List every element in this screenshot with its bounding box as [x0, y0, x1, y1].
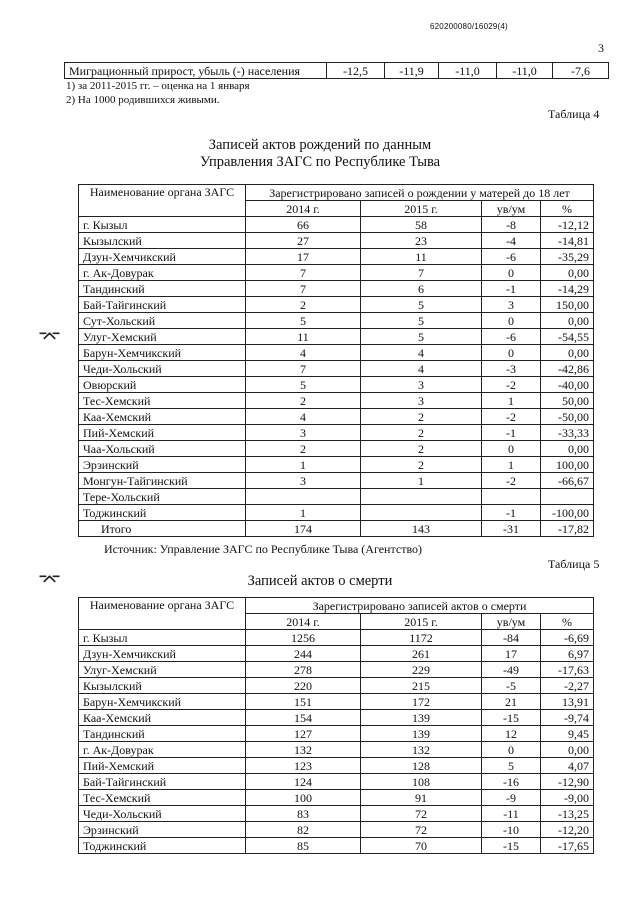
row-label: Каа-Хемский — [79, 409, 246, 425]
cell — [246, 489, 361, 505]
cell: 7 — [246, 281, 361, 297]
table-total-row — [79, 521, 594, 537]
cell: 261 — [361, 646, 482, 662]
row-label: Улуг-Хемский — [79, 329, 246, 345]
cell: 7 — [246, 361, 361, 377]
cell: -9 — [482, 790, 541, 806]
table-row — [79, 409, 594, 425]
row-label: Тоджинский — [79, 838, 246, 854]
cell: -10 — [482, 822, 541, 838]
cell: 17 — [246, 249, 361, 265]
cell: 127 — [246, 726, 361, 742]
cell: 5 — [482, 758, 541, 774]
cell: -15 — [482, 838, 541, 854]
cell: -12,90 — [541, 774, 594, 790]
cell: -1 — [482, 281, 541, 297]
cell: 278 — [246, 662, 361, 678]
cell: 1172 — [361, 630, 482, 646]
cell: -12,5 — [327, 63, 385, 79]
table-row — [79, 726, 594, 742]
cell: -14,29 — [541, 281, 594, 297]
row-label: Эрзинский — [79, 822, 246, 838]
table-row — [79, 265, 594, 281]
cell: 0 — [482, 265, 541, 281]
table-row — [79, 441, 594, 457]
cell: 4 — [246, 345, 361, 361]
header-2014: 2014 г. — [246, 614, 361, 630]
row-label: Кызылский — [79, 233, 246, 249]
cell — [361, 489, 482, 505]
table-row — [79, 345, 594, 361]
header-name: Наименование органа ЗАГС — [79, 598, 246, 630]
births-table — [78, 184, 594, 537]
cell: -84 — [482, 630, 541, 646]
table-row — [79, 313, 594, 329]
cell: 0 — [482, 313, 541, 329]
cell: 83 — [246, 806, 361, 822]
cell: 1256 — [246, 630, 361, 646]
table-label: Таблица 4 — [548, 107, 600, 121]
row-label: Чеди-Хольский — [79, 806, 246, 822]
total-cell: 174 — [246, 521, 361, 537]
table-row — [79, 377, 594, 393]
cell: -11,0 — [497, 63, 553, 79]
cell: -2 — [482, 377, 541, 393]
table-row — [79, 329, 594, 345]
table-row — [79, 774, 594, 790]
row-label: Чеди-Хольский — [79, 361, 246, 377]
row-label: Кызылский — [79, 678, 246, 694]
cell: 100 — [246, 790, 361, 806]
row-label: Монгун-Тайгинский — [79, 473, 246, 489]
table-row — [79, 489, 594, 505]
cell: 0,00 — [541, 313, 594, 329]
table-row — [79, 822, 594, 838]
cell: 0,00 — [541, 441, 594, 457]
cell: -11 — [482, 806, 541, 822]
table-row — [79, 742, 594, 758]
cell: 23 — [361, 233, 482, 249]
row-label: г. Ак-Довурак — [79, 265, 246, 281]
table-row — [79, 505, 594, 521]
table-title: Записей актов рождений по данным — [208, 137, 432, 153]
cell: 7 — [361, 265, 482, 281]
table-row — [79, 806, 594, 822]
cell: 0 — [482, 441, 541, 457]
header-2015: 2015 г. — [361, 201, 482, 217]
cell: -40,00 — [541, 377, 594, 393]
cell: 9,45 — [541, 726, 594, 742]
table-row — [79, 233, 594, 249]
total-cell: 143 — [361, 521, 482, 537]
cell: 70 — [361, 838, 482, 854]
table-row — [79, 361, 594, 377]
margin-mark: ⌤ — [38, 327, 62, 349]
table-row — [79, 217, 594, 233]
cell: 11 — [361, 249, 482, 265]
cell: -6 — [482, 329, 541, 345]
header-2014: 2014 г. — [246, 201, 361, 217]
cell: -8 — [482, 217, 541, 233]
cell: 4,07 — [541, 758, 594, 774]
row-label: Чаа-Хольский — [79, 441, 246, 457]
cell — [361, 505, 482, 521]
cell: 82 — [246, 822, 361, 838]
header-group: Зарегистрировано записей актов о смерти — [246, 598, 594, 614]
cell: 0,00 — [541, 265, 594, 281]
row-label: Бай-Тайгинский — [79, 774, 246, 790]
cell: 4 — [246, 409, 361, 425]
cell: -4 — [482, 233, 541, 249]
cell: -5 — [482, 678, 541, 694]
row-label: Пий-Хемский — [79, 758, 246, 774]
cell: 1 — [246, 457, 361, 473]
cell: 0,00 — [541, 345, 594, 361]
cell: 27 — [246, 233, 361, 249]
footnote: 1) за 2011-2015 гг. – оценка на 1 января — [66, 80, 250, 92]
cell: 244 — [246, 646, 361, 662]
table-row — [79, 249, 594, 265]
row-label: Тес-Хемский — [79, 790, 246, 806]
table-row — [79, 393, 594, 409]
cell: -17,63 — [541, 662, 594, 678]
cell: 108 — [361, 774, 482, 790]
cell: 1 — [246, 505, 361, 521]
cell: 220 — [246, 678, 361, 694]
cell: -1 — [482, 505, 541, 521]
cell: -16 — [482, 774, 541, 790]
cell — [482, 489, 541, 505]
cell: 0 — [482, 742, 541, 758]
cell: -2,27 — [541, 678, 594, 694]
cell: 1 — [482, 393, 541, 409]
table-row — [65, 63, 609, 79]
row-label: Барун-Хемчикский — [79, 345, 246, 361]
cell: -12,12 — [541, 217, 594, 233]
cell: 72 — [361, 822, 482, 838]
cell: -100,00 — [541, 505, 594, 521]
cell: -66,67 — [541, 473, 594, 489]
deaths-table — [78, 597, 594, 854]
cell: 13,91 — [541, 694, 594, 710]
table-label: Таблица 5 — [548, 557, 600, 571]
cell: -9,00 — [541, 790, 594, 806]
cell: 5 — [361, 313, 482, 329]
header-diff: ув/ум — [482, 614, 541, 630]
migration-table — [64, 62, 609, 79]
table-row — [79, 630, 594, 646]
cell: -50,00 — [541, 409, 594, 425]
header-name: Наименование органа ЗАГС — [79, 185, 246, 217]
cell: 58 — [361, 217, 482, 233]
cell: -17,65 — [541, 838, 594, 854]
header-pct: % — [541, 201, 594, 217]
row-label: Сут-Хольский — [79, 313, 246, 329]
cell: -13,25 — [541, 806, 594, 822]
cell: 91 — [361, 790, 482, 806]
row-label: г. Кызыл — [79, 630, 246, 646]
table-subtitle: Управления ЗАГС по Республике Тыва — [199, 154, 441, 170]
cell: 5 — [361, 329, 482, 345]
row-label: Барун-Хемчикский — [79, 694, 246, 710]
cell: 229 — [361, 662, 482, 678]
cell: 2 — [361, 441, 482, 457]
cell: 139 — [361, 710, 482, 726]
cell: 12 — [482, 726, 541, 742]
row-label: Каа-Хемский — [79, 710, 246, 726]
cell: 2 — [361, 409, 482, 425]
table-row — [79, 710, 594, 726]
cell: 151 — [246, 694, 361, 710]
cell: -15 — [482, 710, 541, 726]
cell: 4 — [361, 345, 482, 361]
cell: -35,29 — [541, 249, 594, 265]
total-cell: -17,82 — [541, 521, 594, 537]
cell: 128 — [361, 758, 482, 774]
cell: 215 — [361, 678, 482, 694]
table-row — [79, 281, 594, 297]
cell: 2 — [246, 441, 361, 457]
row-label: Улуг-Хемский — [79, 662, 246, 678]
cell: 0 — [482, 345, 541, 361]
cell: 2 — [246, 297, 361, 313]
cell: 6 — [361, 281, 482, 297]
cell: 2 — [361, 425, 482, 441]
row-label: Миграционный прирост, убыль (-) населения — [65, 63, 327, 79]
cell: 132 — [246, 742, 361, 758]
cell: 2 — [246, 393, 361, 409]
cell: -3 — [482, 361, 541, 377]
table-row — [79, 694, 594, 710]
row-label: Тоджинский — [79, 505, 246, 521]
cell: 1 — [482, 457, 541, 473]
cell: -14,81 — [541, 233, 594, 249]
cell: -1 — [482, 425, 541, 441]
cell: 3 — [361, 377, 482, 393]
header-2015: 2015 г. — [361, 614, 482, 630]
cell: 11 — [246, 329, 361, 345]
cell: 5 — [246, 377, 361, 393]
row-label: Дзун-Хемчикский — [79, 249, 246, 265]
table-row — [79, 758, 594, 774]
row-label: Пий-Хемский — [79, 425, 246, 441]
table-row — [79, 297, 594, 313]
table-row — [79, 662, 594, 678]
cell: -12,20 — [541, 822, 594, 838]
cell: 72 — [361, 806, 482, 822]
cell: -7,6 — [553, 63, 609, 79]
cell: 17 — [482, 646, 541, 662]
cell: 3 — [246, 425, 361, 441]
cell: 6,97 — [541, 646, 594, 662]
cell: -33,33 — [541, 425, 594, 441]
row-label: г. Кызыл — [79, 217, 246, 233]
cell: 124 — [246, 774, 361, 790]
total-label: Итого — [79, 521, 246, 537]
cell: 50,00 — [541, 393, 594, 409]
row-label: Эрзинский — [79, 457, 246, 473]
header-group: Зарегистрировано записей о рождении у матерей до 18 лет — [246, 185, 594, 201]
table-row — [79, 678, 594, 694]
row-label: Дзун-Хемчикский — [79, 646, 246, 662]
cell: -42,86 — [541, 361, 594, 377]
document-id: 620200080/16029(4) — [430, 22, 508, 31]
table-row — [79, 473, 594, 489]
cell: 0,00 — [541, 742, 594, 758]
cell: -11,9 — [385, 63, 439, 79]
row-label: Бай-Тайгинский — [79, 297, 246, 313]
cell: 3 — [246, 473, 361, 489]
margin-mark: ⌤ — [38, 570, 62, 592]
cell: 123 — [246, 758, 361, 774]
cell: 21 — [482, 694, 541, 710]
table-header-row — [79, 598, 594, 614]
cell: 154 — [246, 710, 361, 726]
cell: 139 — [361, 726, 482, 742]
cell: 150,00 — [541, 297, 594, 313]
cell: -2 — [482, 473, 541, 489]
table-row — [79, 457, 594, 473]
source-note: Источник: Управление ЗАГС по Республике Тыва (Агентство) — [104, 542, 423, 556]
cell: 1 — [361, 473, 482, 489]
table-row — [79, 838, 594, 854]
cell: 3 — [482, 297, 541, 313]
header-pct: % — [541, 614, 594, 630]
cell: 172 — [361, 694, 482, 710]
row-label: Тандинский — [79, 726, 246, 742]
row-label: Тандинский — [79, 281, 246, 297]
row-label: Тес-Хемский — [79, 393, 246, 409]
cell: -54,55 — [541, 329, 594, 345]
table-header-row — [79, 185, 594, 201]
table-title: Записей актов о смерти — [247, 573, 393, 589]
cell: -6 — [482, 249, 541, 265]
table-row — [79, 790, 594, 806]
cell: 5 — [361, 297, 482, 313]
cell: -9,74 — [541, 710, 594, 726]
row-label: Овюрский — [79, 377, 246, 393]
cell: 5 — [246, 313, 361, 329]
cell: -2 — [482, 409, 541, 425]
cell: 3 — [361, 393, 482, 409]
row-label: г. Ак-Довурак — [79, 742, 246, 758]
row-label: Тере-Хольский — [79, 489, 246, 505]
cell: -6,69 — [541, 630, 594, 646]
table-row — [79, 646, 594, 662]
cell: 2 — [361, 457, 482, 473]
cell: 4 — [361, 361, 482, 377]
page-number: 3 — [598, 41, 604, 55]
footnote: 2) На 1000 родившихся живыми. — [66, 94, 220, 106]
cell: -49 — [482, 662, 541, 678]
cell: 66 — [246, 217, 361, 233]
cell — [541, 489, 594, 505]
table-row — [79, 425, 594, 441]
cell: 132 — [361, 742, 482, 758]
header-diff: ув/ум — [482, 201, 541, 217]
cell: 100,00 — [541, 457, 594, 473]
total-cell: -31 — [482, 521, 541, 537]
cell: -11,0 — [439, 63, 497, 79]
cell: 85 — [246, 838, 361, 854]
cell: 7 — [246, 265, 361, 281]
